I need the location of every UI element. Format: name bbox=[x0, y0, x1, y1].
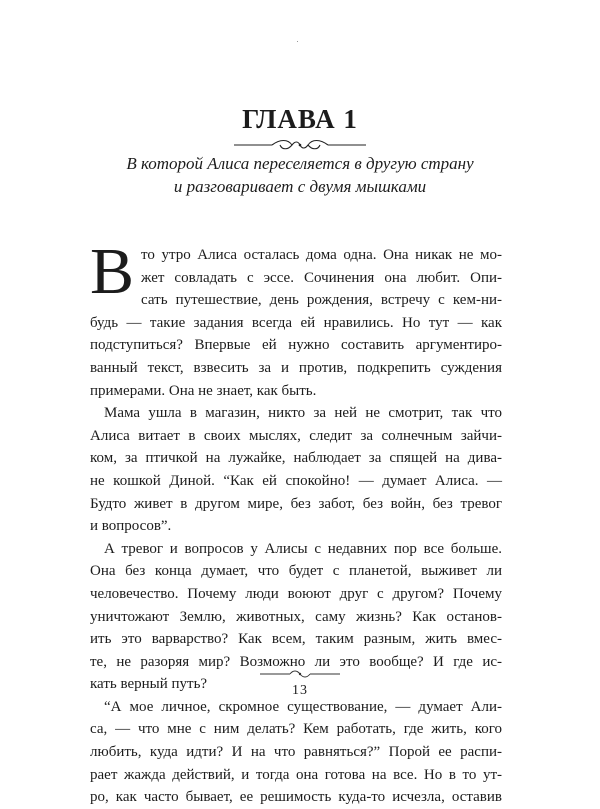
subtitle-line: и разговаривает с двумя мышками bbox=[173, 177, 427, 196]
paragraph bbox=[90, 235, 502, 402]
page-speck bbox=[297, 41, 298, 42]
text-line: жет совладать с эссе. Сочинения она любит. Опи- bbox=[141, 269, 502, 286]
page-number: 13 bbox=[292, 683, 308, 698]
text-line: будь — такие задания всегда ей нравились. Но тут — как bbox=[90, 314, 502, 331]
paragraph bbox=[90, 696, 502, 809]
text-line: то утро Алиса осталась дома одна. Она никак не мо- bbox=[141, 247, 502, 263]
text-line: кать верный путь? bbox=[90, 676, 208, 693]
text-line: уничтожают Землю, животных, саму жизнь? Как останов- bbox=[90, 608, 502, 625]
text-line: ванный текст, взвесить за и против, подкрепить суждения bbox=[90, 359, 502, 376]
text-line: са, — что мне с ним делать? Кем работать, где жить, кого bbox=[90, 721, 502, 738]
paragraph bbox=[90, 402, 502, 538]
text-line: те, не разоряя мир? Возможно ли это вообще? И где ис- bbox=[90, 653, 502, 670]
chapter-subtitle bbox=[0, 152, 600, 198]
text-line: любить, куда идти? И на что равняться?” Порой ее распи- bbox=[90, 744, 502, 761]
text-line: Алиса витает в своих мыслях, следит за солнечным зайчи- bbox=[90, 427, 502, 444]
text-line: А тревог и вопросов у Алисы с недавних пор все больше. bbox=[104, 540, 502, 557]
text-line: подступиться? Впервые ей нужно составить аргументиро- bbox=[90, 337, 502, 354]
text-line: сать путешествие, день рождения, встречу с кем-ни- bbox=[141, 292, 502, 309]
text-line: Мама ушла в магазин, никто за ней не смотрит, так что bbox=[104, 405, 502, 422]
text-line: Она без конца думает, что будет с планетой, выживет ли bbox=[90, 563, 502, 580]
drop-cap: В bbox=[90, 235, 135, 308]
text-line: человечество. Почему люди воюют друг с другом? Почему bbox=[90, 585, 502, 602]
text-line: не кошкой Диной. “Как ей спокойно! — думает Алиса. — bbox=[90, 472, 502, 489]
subtitle-line: В которой Алиса переселяется в другую страну bbox=[126, 154, 474, 173]
text-line: ро, как часто бывает, ее решимость куда-то исчезла, оставив bbox=[90, 789, 502, 806]
ornament-divider-icon bbox=[232, 138, 368, 152]
text-line: ком, за птичкой на лужайке, наблюдает за спящей на дива- bbox=[90, 450, 502, 467]
chapter-body bbox=[90, 235, 502, 809]
text-line: и вопросов”. bbox=[90, 518, 172, 535]
text-line: Будто живет в другом мире, без забот, без войн, без тревог bbox=[90, 495, 502, 512]
text-line: “А мое личное, скромное существование, — думает Али- bbox=[104, 698, 502, 715]
chapter-title: ГЛАВА 1 bbox=[242, 104, 358, 134]
text-line: примерами. Она не знает, как быть. bbox=[90, 382, 317, 399]
text-line: ить это варварство? Как всем, таким разным, жить вмес- bbox=[90, 631, 502, 648]
page-number-ornament-icon bbox=[258, 669, 342, 679]
text-line: рает жажда действий, и тогда она готова на все. Но в то ут- bbox=[90, 766, 502, 783]
